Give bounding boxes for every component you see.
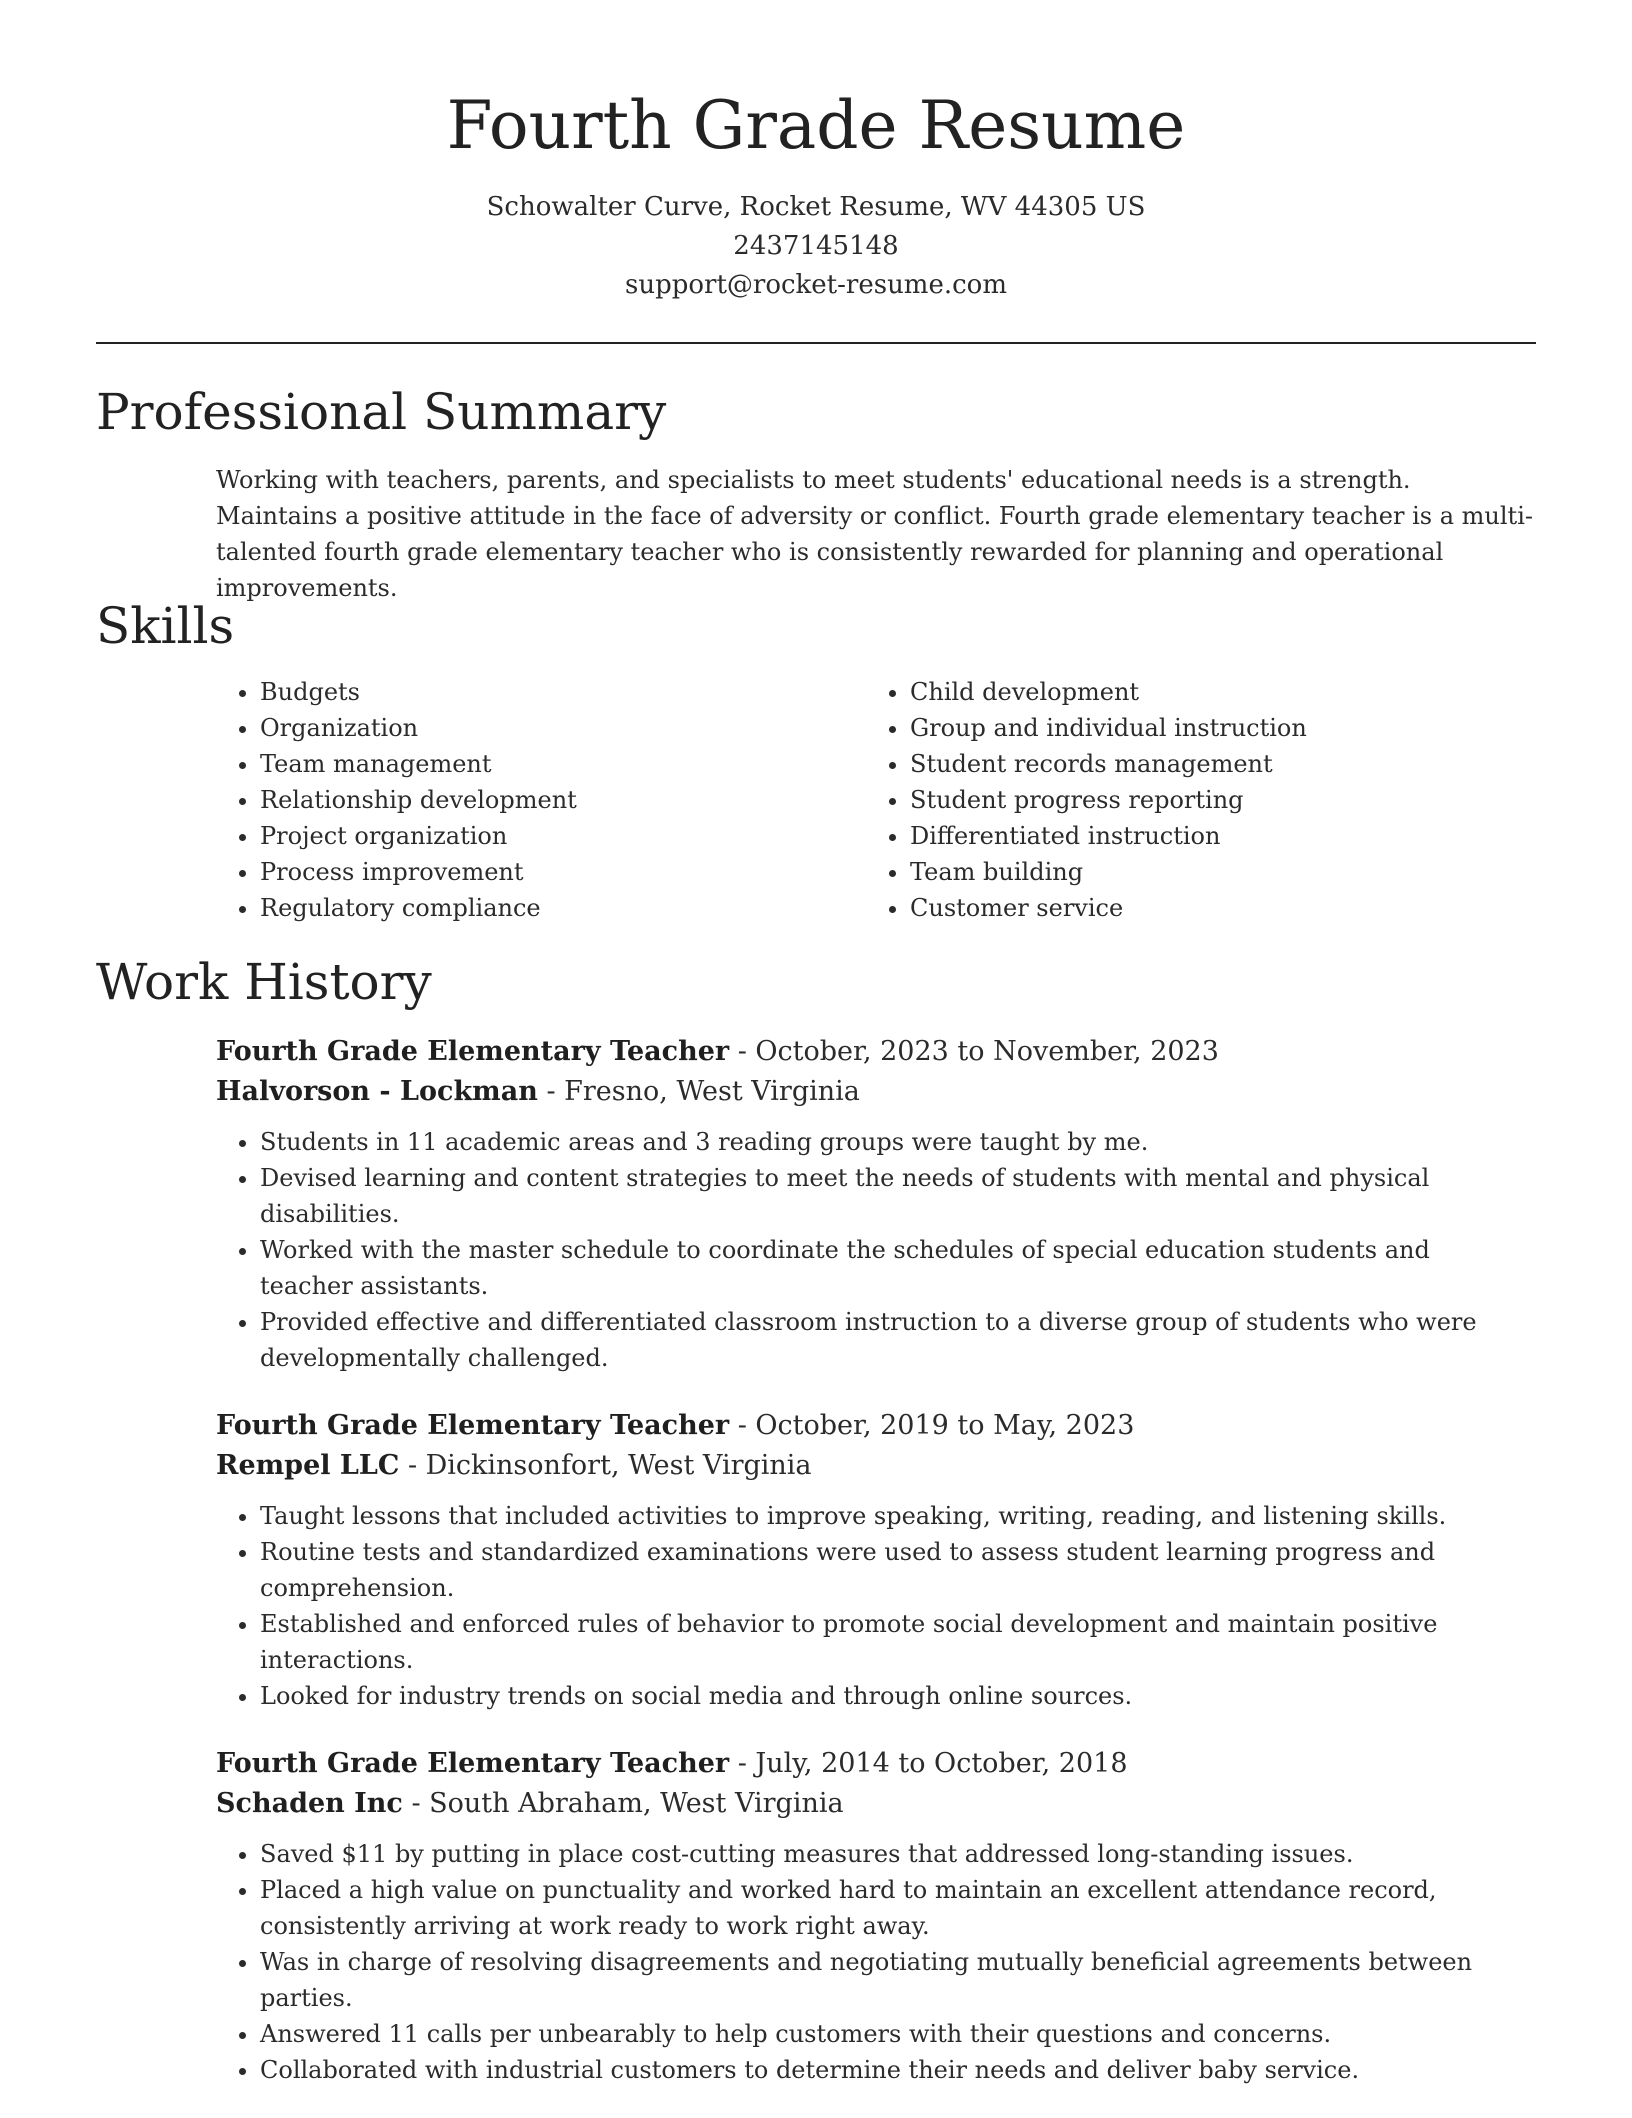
job-entry xyxy=(216,1744,1526,2088)
job-company: Rempel LLC xyxy=(216,1450,400,1481)
skills-list xyxy=(216,674,1536,926)
summary-heading: Professional Summary xyxy=(96,383,667,441)
job-bullet: • Collaborated with industrial customers to determine their needs and deliver baby service. xyxy=(260,2052,1526,2088)
job-company-line xyxy=(216,1784,1526,1824)
job-location: - Fresno, West Virginia xyxy=(537,1076,860,1107)
job-entry xyxy=(216,1032,1526,1376)
job-location: - Dickinsonfort, West Virginia xyxy=(399,1450,812,1481)
skill-item: • Student progress reporting xyxy=(910,782,1472,818)
skill-item: • Group and individual instruction xyxy=(910,710,1472,746)
contact-phone: 2437145148 xyxy=(733,231,899,261)
job-bullet: • Looked for industry trends on social media and through online sources. xyxy=(260,1678,1526,1714)
work-history-heading: Work History xyxy=(96,953,432,1011)
contact-address: Schowalter Curve, Rocket Resume, WV 44305 US xyxy=(486,192,1146,222)
skill-item: • Project organization xyxy=(260,818,822,854)
job-bullets xyxy=(216,1836,1526,2088)
job-title-line xyxy=(216,1032,1526,1072)
job-role: Fourth Grade Elementary Teacher xyxy=(216,1748,730,1779)
skills-column-right xyxy=(866,674,1472,926)
skill-item: • Process improvement xyxy=(260,854,822,890)
job-bullet: • Answered 11 calls per unbearably to help customers with their questions and concerns. xyxy=(260,2016,1526,2052)
skill-item: • Student records management xyxy=(910,746,1472,782)
job-bullet: • Taught lessons that included activities to improve speaking, writing, reading, and listening skills. xyxy=(260,1498,1526,1534)
summary-text: Working with teachers, parents, and specialists to meet students' educational needs is a strength. Maintains a positive attitude in the face of adversity or conflict. Fourth grade elementary teacher is a multi-talented fourth grade elementary teacher who is consistently rewarded for planning and operational improvements. xyxy=(216,466,1533,602)
work-history-list xyxy=(216,1032,1526,2118)
job-dates: - July, 2014 to October, 2018 xyxy=(729,1748,1128,1779)
job-dates: - October, 2019 to May, 2023 xyxy=(729,1410,1135,1441)
job-entry xyxy=(216,1406,1526,1714)
resume-header xyxy=(0,78,1632,305)
job-company-line xyxy=(216,1446,1526,1486)
job-bullet: • Routine tests and standardized examinations were used to assess student learning progress and comprehension. xyxy=(260,1534,1526,1606)
job-location: - South Abraham, West Virginia xyxy=(402,1788,844,1819)
job-role: Fourth Grade Elementary Teacher xyxy=(216,1410,730,1441)
job-bullet: • Placed a high value on punctuality and worked hard to maintain an excellent attendance record, consistently arriving at work ready to work right away. xyxy=(260,1872,1526,1944)
skill-item: • Child development xyxy=(910,674,1472,710)
job-bullets xyxy=(216,1124,1526,1376)
skill-item: • Differentiated instruction xyxy=(910,818,1472,854)
skill-item: • Team building xyxy=(910,854,1472,890)
job-bullet: • Worked with the master schedule to coordinate the schedules of special education students and teacher assistants. xyxy=(260,1232,1526,1304)
job-dates: - October, 2023 to November, 2023 xyxy=(729,1036,1219,1067)
job-title-line xyxy=(216,1744,1526,1784)
contact-email: support@rocket-resume.com xyxy=(624,270,1007,300)
skills-heading: Skills xyxy=(96,597,235,655)
header-divider xyxy=(96,342,1536,344)
resume-title: Fourth Grade Resume xyxy=(446,87,1186,164)
skill-item: • Regulatory compliance xyxy=(260,890,822,926)
job-bullet: • Provided effective and differentiated classroom instruction to a diverse group of students who were developmentally challenged. xyxy=(260,1304,1526,1376)
job-role: Fourth Grade Elementary Teacher xyxy=(216,1036,730,1067)
skill-item: • Team management xyxy=(260,746,822,782)
skill-item: • Budgets xyxy=(260,674,822,710)
job-bullet: • Saved $11 by putting in place cost-cutting measures that addressed long-standing issues. xyxy=(260,1836,1526,1872)
skill-item: • Organization xyxy=(260,710,822,746)
job-bullet: • Devised learning and content strategies to meet the needs of students with mental and physical disabilities. xyxy=(260,1160,1526,1232)
skill-item: • Relationship development xyxy=(260,782,822,818)
job-company: Halvorson - Lockman xyxy=(216,1076,538,1107)
job-company-line xyxy=(216,1072,1526,1112)
job-bullets xyxy=(216,1498,1526,1714)
skill-item: • Customer service xyxy=(910,890,1472,926)
job-bullet: • Established and enforced rules of behavior to promote social development and maintain positive interactions. xyxy=(260,1606,1526,1678)
skills-column-left xyxy=(216,674,822,926)
job-bullet: • Students in 11 academic areas and 3 reading groups were taught by me. xyxy=(260,1124,1526,1160)
job-company: Schaden Inc xyxy=(216,1788,403,1819)
job-title-line xyxy=(216,1406,1526,1446)
job-bullet: • Was in charge of resolving disagreements and negotiating mutually beneficial agreements between parties. xyxy=(260,1944,1526,2016)
